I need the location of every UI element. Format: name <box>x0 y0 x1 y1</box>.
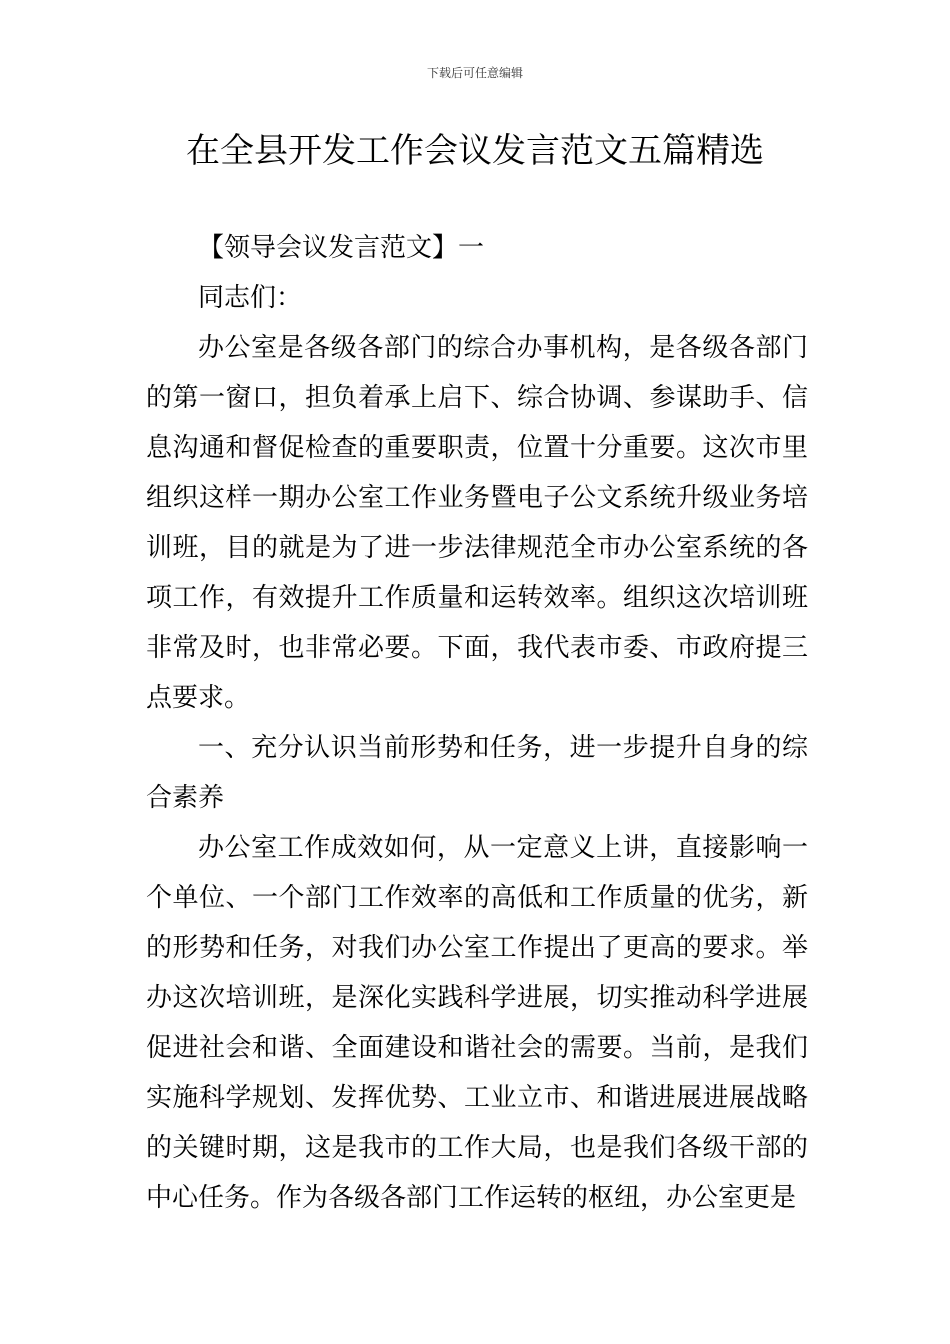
document-body <box>146 223 808 1223</box>
document-title: 在全县开发工作会议发言范文五篇精选 <box>186 131 764 171</box>
salutation: 同志们： <box>198 283 303 313</box>
body-paragraph: 办公室是各级各部门的综合办事机构，是各级各部门的第一窗口，担负着承上启下、综合协调、参谋助手、信息沟通和督促检查的重要职责，位置十分重要。这次市里组织这样一期办公室工作业务暨电子公文系统升级业务培训班，目的就是为了进一步法律规范全市办公室系统的各项工作，有效提升工作质量和运转效率。组织这次培训班非常及时，也非常必要。下面，我代表市委、市政府提三点要求。 <box>146 333 808 713</box>
body-paragraph: 办公室工作成效如何，从一定意义上讲，直接影响一个单位、一个部门工作效率的高低和工作质量的优劣，新的形势和任务，对我们办公室工作提出了更高的要求。举办这次培训班，是深化实践科学进展，切实推动科学进展促进社会和谐、全面建设和谐社会的需要。当前，是我们实施科学规划、发挥优势、工业立市、和谐进展进展战略的关键时期，这是我市的工作大局，也是我们各级干部的中心任务。作为各级各部门工作运转的枢纽，办公室更是 <box>146 833 808 1213</box>
section-heading: 【领导会议发言范文】一 <box>198 233 485 263</box>
header-note: 下载后可任意编辑 <box>426 66 523 80</box>
point-heading: 一、充分认识当前形势和任务，进一步提升自身的综合素养 <box>146 733 808 813</box>
